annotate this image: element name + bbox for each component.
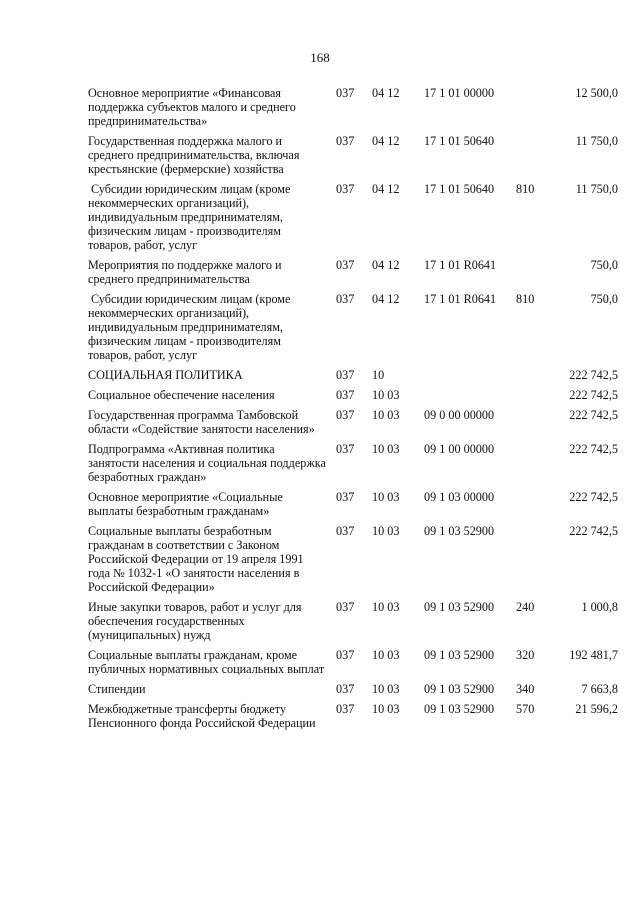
table-row <box>88 408 618 442</box>
item-name: Государственная программа Тамбовской области «Содействие занятости населения» <box>88 408 315 436</box>
grbs-code: 037 <box>336 682 355 696</box>
expense-type-code <box>516 408 552 442</box>
section-code: 10 03 <box>372 388 400 402</box>
section-code: 10 03 <box>372 490 400 504</box>
section-code: 10 03 <box>372 702 400 716</box>
item-name: Подпрограмма «Активная политика занятости населения и социальная поддержка безработных граждан» <box>88 442 326 484</box>
table-row <box>88 258 618 292</box>
target-article-code: 17 1 01 50640 <box>424 134 495 148</box>
item-name: Социальные выплаты гражданам, кроме публичных нормативных социальных выплат <box>88 648 325 676</box>
item-name: Государственная поддержка малого и среднего предпринимательства, включая крестьянские (фермерские) хозяйства <box>88 134 300 176</box>
amount: 222 742,5 <box>569 524 618 538</box>
expense-type-code <box>516 368 552 388</box>
item-name: Межбюджетные трансферты бюджету Пенсионного фонда Российской Федерации <box>88 702 316 730</box>
target-article-code: 09 1 00 00000 <box>424 442 495 456</box>
table-row <box>88 388 618 408</box>
section-code: 10 03 <box>372 648 400 662</box>
expense-type-code: 810 <box>516 292 535 306</box>
amount: 192 481,7 <box>569 648 618 662</box>
table-row <box>88 86 618 134</box>
item-name: Социальные выплаты безработным гражданам в соответствии с Законом Российской Федерации от 19 апреля 1991 года № 1032-1 «О занятости населения в Российской Федерации» <box>88 524 304 594</box>
section-code: 10 03 <box>372 524 400 538</box>
grbs-code: 037 <box>336 134 355 148</box>
amount: 750,0 <box>590 292 618 306</box>
section-code: 04 12 <box>372 134 400 148</box>
expense-type-code <box>516 524 552 600</box>
target-article-code: 09 0 00 00000 <box>424 408 495 422</box>
section-code: 10 03 <box>372 682 400 696</box>
grbs-code: 037 <box>336 368 355 382</box>
target-article-code: 09 1 03 52900 <box>424 600 495 614</box>
table-row <box>88 134 618 182</box>
amount: 11 750,0 <box>575 134 618 148</box>
item-name: Мероприятия по поддержке малого и среднего предпринимательства <box>88 258 282 286</box>
expense-type-code <box>516 258 552 292</box>
table-row <box>88 442 618 490</box>
section-code: 10 03 <box>372 442 400 456</box>
target-article-code: 09 1 03 52900 <box>424 682 495 696</box>
expense-type-code: 240 <box>516 600 535 614</box>
grbs-code: 037 <box>336 182 355 196</box>
amount: 222 742,5 <box>569 388 618 402</box>
budget-table <box>88 86 618 736</box>
table-row <box>88 600 618 648</box>
item-name: СОЦИАЛЬНАЯ ПОЛИТИКА <box>88 368 243 382</box>
amount: 750,0 <box>590 258 618 272</box>
section-code: 04 12 <box>372 292 400 306</box>
grbs-code: 037 <box>336 292 355 306</box>
table-row <box>88 292 618 368</box>
grbs-code: 037 <box>336 524 355 538</box>
target-article-code: 09 1 03 00000 <box>424 490 495 504</box>
grbs-code: 037 <box>336 388 355 402</box>
table-row <box>88 682 618 702</box>
section-code: 04 12 <box>372 182 400 196</box>
amount: 222 742,5 <box>569 408 618 422</box>
target-article-code: 17 1 01 50640 <box>424 182 495 196</box>
target-article-code <box>420 368 516 388</box>
amount: 7 663,8 <box>581 682 618 696</box>
item-name: Иные закупки товаров, работ и услуг для обеспечения государственных (муниципальных) нужд <box>88 600 302 642</box>
item-name: Субсидии юридическим лицам (кроме некоммерческих организаций), индивидуальным предпринимателям, физическим лицам - производителям товаров, работ, услуг <box>88 292 291 362</box>
expense-type-code: 810 <box>516 182 535 196</box>
target-article-code: 17 1 01 00000 <box>424 86 495 100</box>
amount: 222 742,5 <box>569 368 618 382</box>
grbs-code: 037 <box>336 490 355 504</box>
item-name: Основное мероприятие «Финансовая поддержка субъектов малого и среднего предпринимательства» <box>88 86 296 128</box>
target-article-code <box>420 388 516 408</box>
table-row <box>88 648 618 682</box>
page-number: 168 <box>310 50 330 65</box>
expense-type-code <box>516 134 552 182</box>
table-row <box>88 490 618 524</box>
target-article-code: 09 1 03 52900 <box>424 702 495 716</box>
table-row <box>88 182 618 258</box>
expense-type-code: 320 <box>516 648 535 662</box>
section-code: 10 03 <box>372 600 400 614</box>
section-code: 04 12 <box>372 86 400 100</box>
item-name: Субсидии юридическим лицам (кроме некоммерческих организаций), индивидуальным предпринимателям, физическим лицам - производителям товаров, работ, услуг <box>88 182 291 252</box>
amount: 222 742,5 <box>569 490 618 504</box>
target-article-code: 17 1 01 R0641 <box>424 292 497 306</box>
table-row <box>88 368 618 388</box>
amount: 1 000,8 <box>581 600 618 614</box>
amount: 222 742,5 <box>569 442 618 456</box>
section-code: 10 <box>372 368 385 382</box>
amount: 21 596,2 <box>575 702 618 716</box>
table-row <box>88 702 618 736</box>
grbs-code: 037 <box>336 86 355 100</box>
grbs-code: 037 <box>336 648 355 662</box>
table-row <box>88 524 618 600</box>
expense-type-code: 340 <box>516 682 535 696</box>
section-code: 10 03 <box>372 408 400 422</box>
grbs-code: 037 <box>336 600 355 614</box>
grbs-code: 037 <box>336 442 355 456</box>
section-code: 04 12 <box>372 258 400 272</box>
target-article-code: 09 1 03 52900 <box>424 524 495 538</box>
item-name: Стипендии <box>88 682 146 696</box>
target-article-code: 17 1 01 R0641 <box>424 258 497 272</box>
expense-type-code <box>516 490 552 524</box>
item-name: Основное мероприятие «Социальные выплаты безработным гражданам» <box>88 490 283 518</box>
expense-type-code <box>516 86 552 134</box>
expense-type-code <box>516 388 552 408</box>
target-article-code: 09 1 03 52900 <box>424 648 495 662</box>
item-name: Социальное обеспечение населения <box>88 388 275 402</box>
expense-type-code <box>516 442 552 490</box>
expense-type-code: 570 <box>516 702 535 716</box>
grbs-code: 037 <box>336 258 355 272</box>
amount: 11 750,0 <box>575 182 618 196</box>
grbs-code: 037 <box>336 408 355 422</box>
grbs-code: 037 <box>336 702 355 716</box>
amount: 12 500,0 <box>575 86 618 100</box>
